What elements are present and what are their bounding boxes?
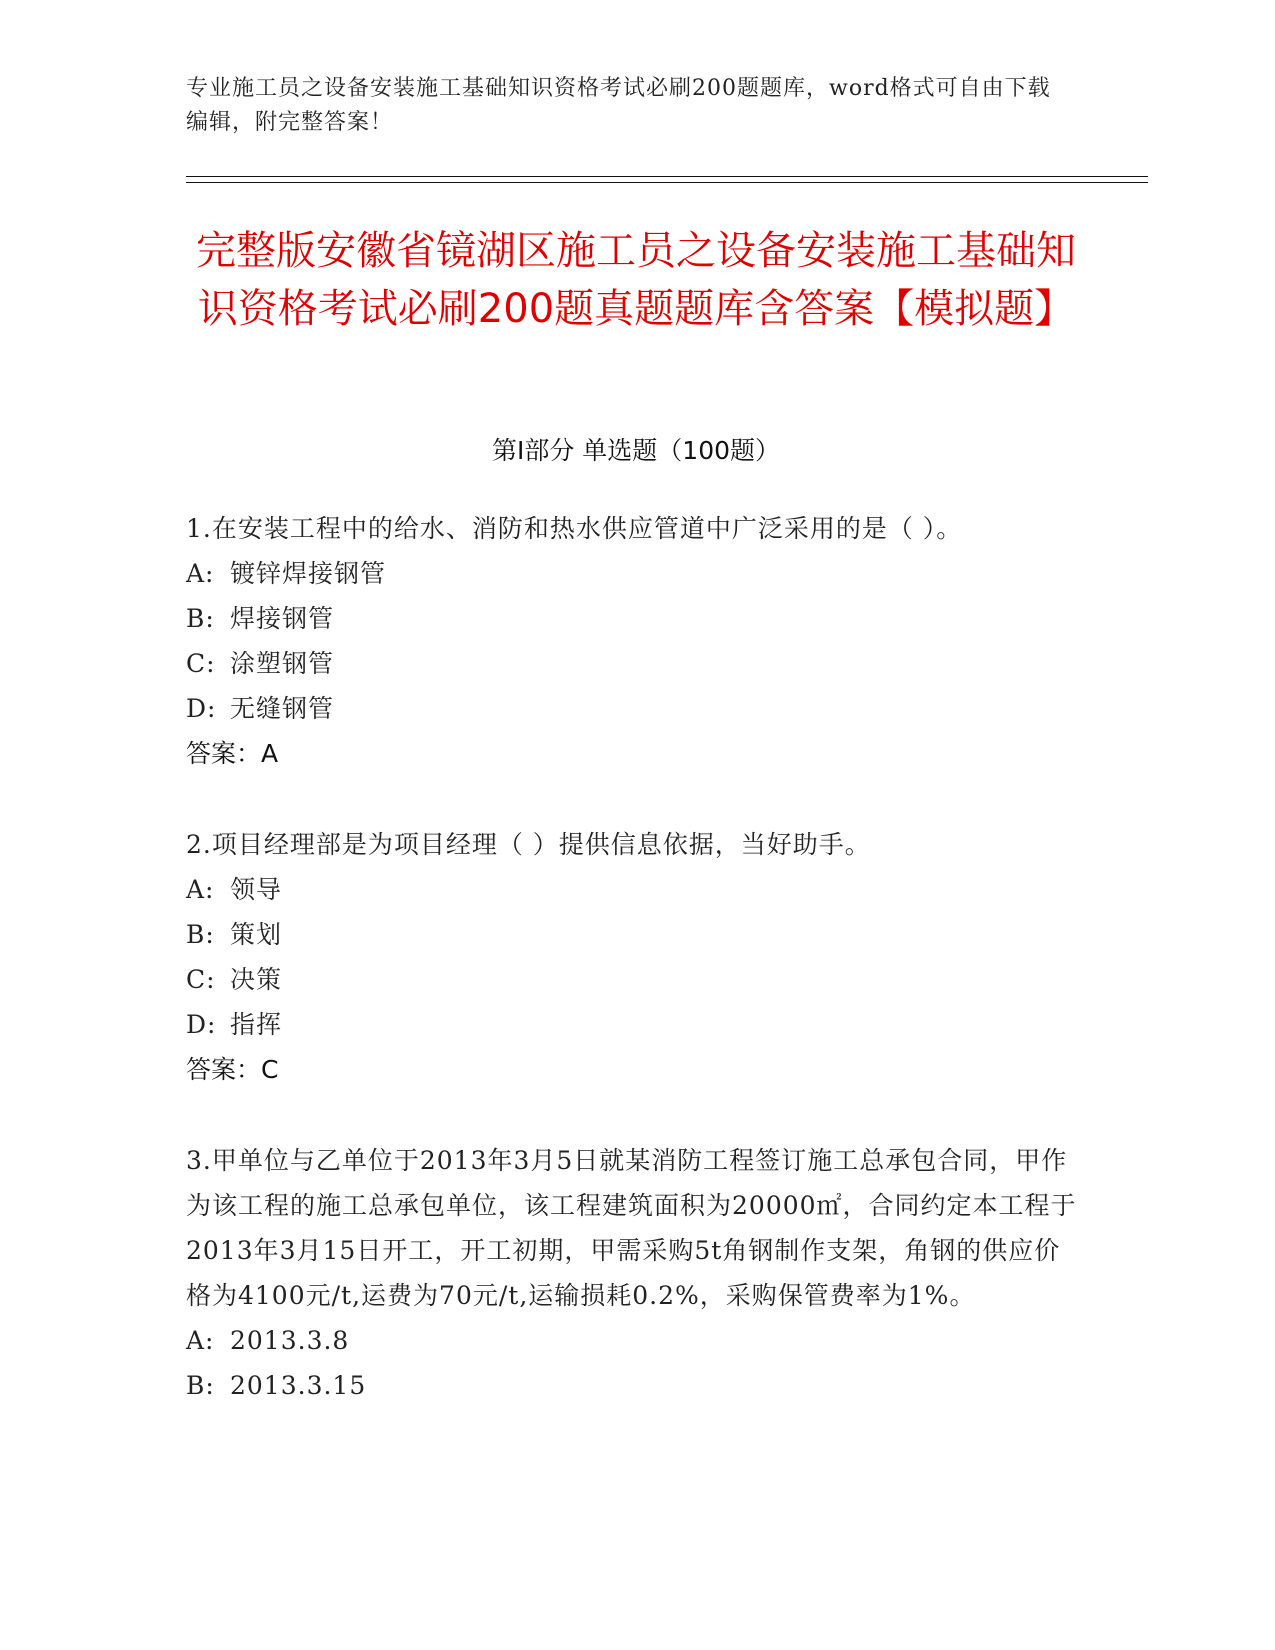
question-stem: 1.在安装工程中的给水、消防和热水供应管道中广泛采用的是（ ）。 (186, 514, 963, 543)
option-text: 领导 (230, 875, 283, 904)
option-d (186, 686, 1086, 731)
option-c (186, 957, 1086, 1002)
option-letter: B: (186, 920, 215, 949)
question-2 (186, 822, 1086, 1092)
option-text: 涂塑钢管 (230, 649, 335, 678)
answer: 答案：A (186, 739, 279, 768)
question-stem: 3.甲单位与乙单位于2013年3月5日就某消防工程签订施工总承包合同，甲作为该工程的施工总承包单位，该工程建筑面积为20000㎡，合同约定本工程于2013年3月15日开工，开工初期，甲需采购5t角钢制作支架，角钢的供应价格为4100元/t,运费为70元/t,运输损耗0.2%，采购保管费率为1%。 (186, 1146, 1077, 1310)
document-title: 完整版安徽省镜湖区施工员之设备安装施工基础知识资格考试必刷200题真题题库含答案【模拟题】 (196, 228, 1076, 332)
option-letter: B: (186, 604, 215, 633)
option-letter: C: (186, 649, 216, 678)
option-text: 无缝钢管 (230, 694, 335, 723)
option-text: 镀锌焊接钢管 (230, 559, 387, 588)
header-rule-thin (186, 182, 1148, 183)
answer: 答案：C (186, 1055, 279, 1084)
question-1 (186, 506, 1086, 776)
option-b (186, 912, 1086, 957)
question-stem: 2.项目经理部是为项目经理（ ）提供信息依据，当好助手。 (186, 830, 871, 859)
option-letter: A: (186, 875, 215, 904)
option-a (186, 867, 1086, 912)
option-letter: A: (186, 559, 215, 588)
header-note: 专业施工员之设备安装施工基础知识资格考试必刷200题题库，word格式可自由下载编辑，附完整答案！ (186, 76, 1051, 135)
option-d (186, 1002, 1086, 1047)
option-letter: D: (186, 694, 217, 723)
option-b (186, 596, 1086, 641)
option-text: 指挥 (230, 1010, 283, 1039)
section-title: 第Ⅰ部分 单选题（100题） (491, 436, 781, 465)
option-text: 策划 (230, 920, 283, 949)
option-a (186, 551, 1086, 596)
option-letter: B: (186, 1371, 215, 1400)
option-text: 2013.3.8 (230, 1326, 350, 1355)
option-letter: D: (186, 1010, 217, 1039)
option-letter: C: (186, 965, 216, 994)
option-a (186, 1318, 1086, 1363)
option-letter: A: (186, 1326, 215, 1355)
question-3 (186, 1138, 1086, 1408)
header-rule-thick (186, 176, 1148, 177)
option-b (186, 1363, 1086, 1408)
option-text: 决策 (230, 965, 283, 994)
option-text: 2013.3.15 (230, 1371, 367, 1400)
option-c (186, 641, 1086, 686)
option-text: 焊接钢管 (230, 604, 335, 633)
